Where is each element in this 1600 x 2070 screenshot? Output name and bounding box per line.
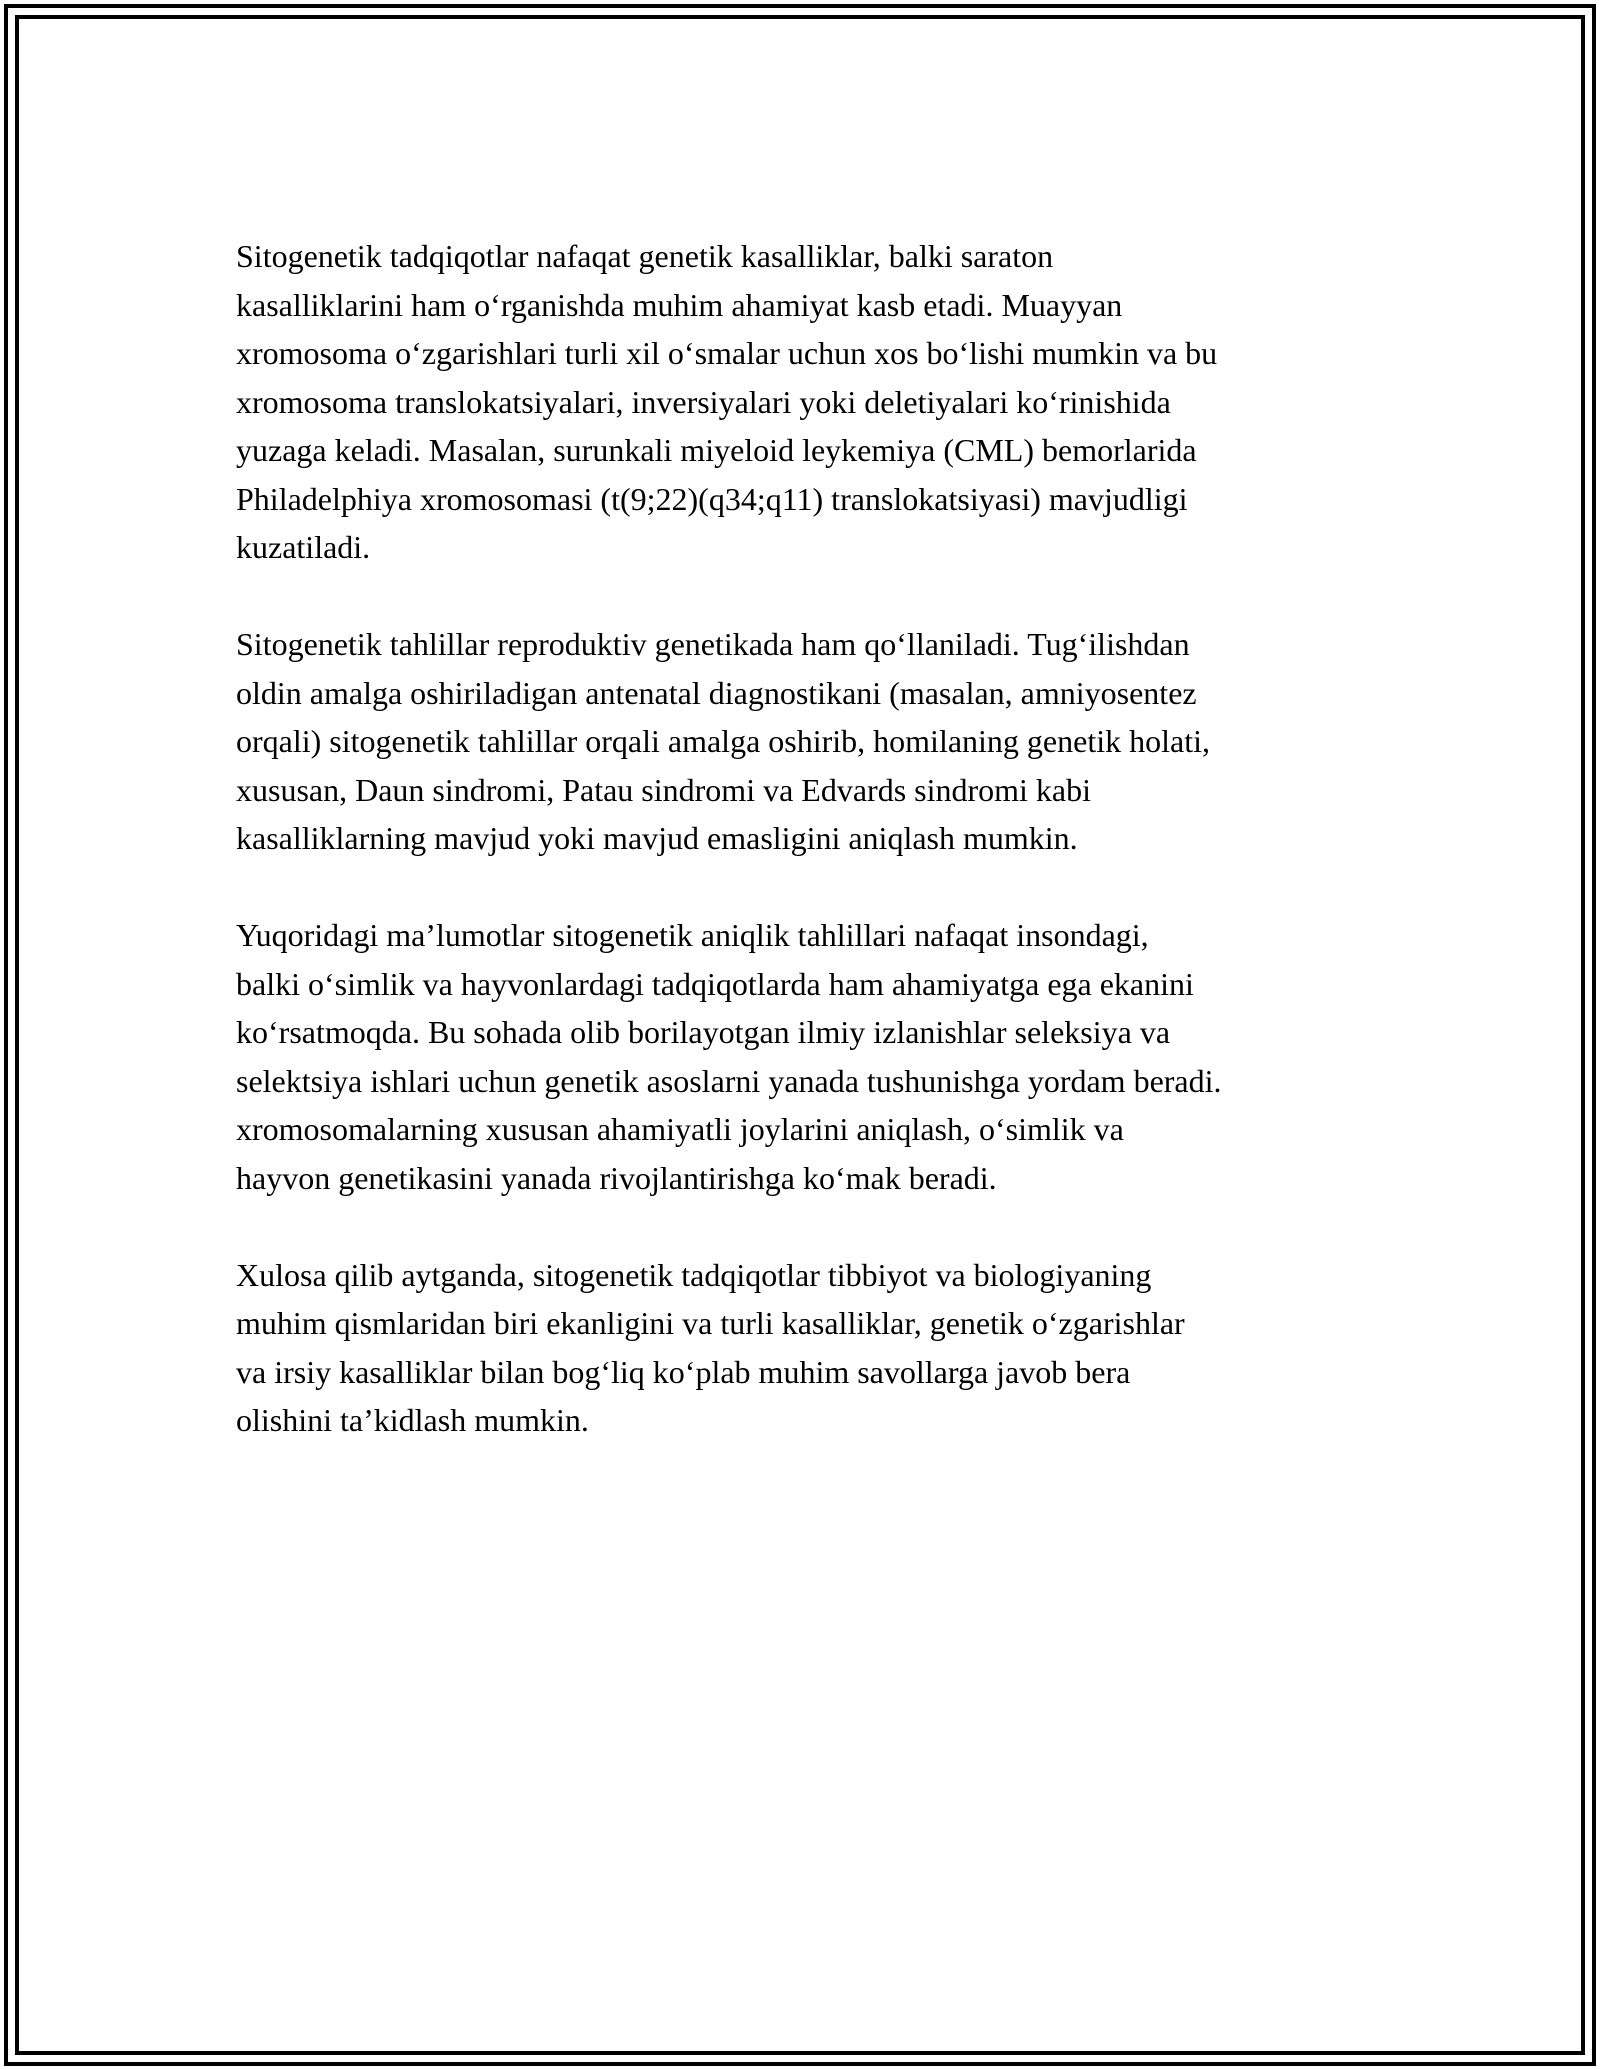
paragraph-3: Yuqoridagi ma’lumotlar sitogenetik aniqlik tahlillari nafaqat insondagi, balki o‘simlik va hayvonlardagi tadqiqotlarda ham ahamiyatga ega ekanini ko‘rsatmoqda. Bu sohada olib borilayotgan ilmiy izlanishlar seleksiya va selektsiya ishlari uchun genetik asoslarni yanada tushunishga yordam beradi. xromosomalarning xususan ahamiyatli joylarini aniqlash, o‘simlik va hayvon genetikasini yanada rivojlantirishga ko‘mak beradi. [236,917,1222,1196]
paragraph-1: Sitogenetik tadqiqotlar nafaqat genetik kasalliklar, balki saraton kasalliklarini ham o‘rganishda muhim ahamiyat kasb etadi. Muayyan xromosoma o‘zgarishlari turli xil o‘smalar uchun xos bo‘lishi mumkin va bu xromosoma translokatsiyalari, inversiyalari yoki deletiyalari ko‘rinishida yuzaga keladi. Masalan, surunkali miyeloid leykemiya (CML) bemorlarida Philadelphiya xromosomasi (t(9;22)(q34;q11) translokatsiyasi) mavjudligi kuzatiladi. [236,238,1218,565]
paragraph-2: Sitogenetik tahlillar reproduktiv genetikada ham qo‘llaniladi. Tug‘ilishdan oldin amalga oshiriladigan antenatal diagnostikani (masalan, amniyosentez orqali) sitogenetik tahlillar orqali amalga oshirib, homilaning genetik holati, xususan, Daun sindromi, Patau sindromi va Edvards sindromi kabi kasalliklarning mavjud yoki mavjud emasligini aniqlash mumkin. [236,626,1210,856]
document-body [236,232,1396,1493]
paragraph-4: Xulosa qilib aytganda, sitogenetik tadqiqotlar tibbiyot va biologiyaning muhim qismlaridan biri ekanligini va turli kasalliklar, genetik o‘zgarishlar va irsiy kasalliklar bilan bog‘liq ko‘plab muhim savollarga javob bera olishini ta’kidlash mumkin. [236,1256,1185,1438]
